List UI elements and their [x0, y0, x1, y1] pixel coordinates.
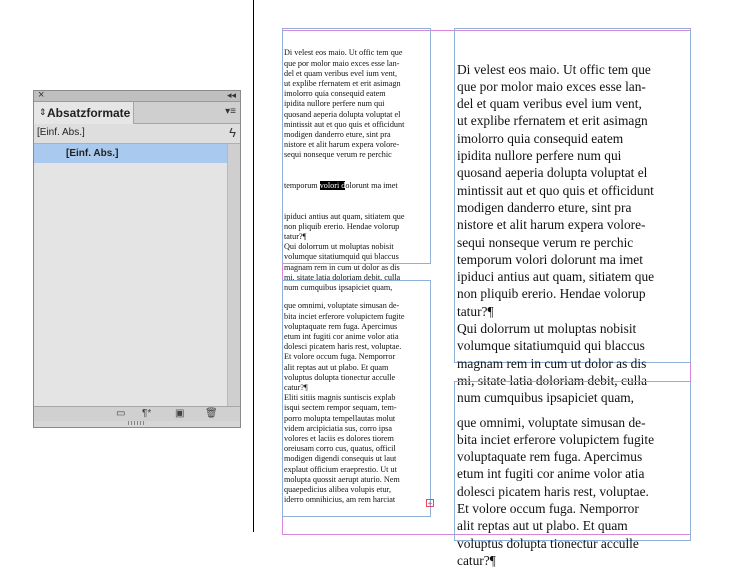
text-line: bita inciet erferore volupictem fugite	[284, 311, 405, 321]
text-line: sequi nonseque verum re perchic	[457, 234, 634, 250]
text-line: voluptaquate rem fuga. Apercimus	[457, 449, 643, 465]
text-line: que por molor maio exces esse lan-	[284, 58, 400, 68]
text-line: imolorro quia consequid eatem	[457, 130, 624, 146]
text-line: que por molor maio exces esse lan-	[457, 78, 646, 94]
line-suffix: olorunt ma imet	[345, 181, 398, 191]
text-line: isqui sectem rempor sequam, tem-	[284, 403, 397, 413]
selected-text[interactable]: volori d	[319, 181, 346, 191]
text-line: iderro omnihicius, am rem harciat	[284, 495, 396, 505]
current-style-row	[34, 124, 240, 144]
page-edge	[253, 0, 254, 532]
text-line: magnam rem in cum ut dolor as dis	[284, 262, 400, 272]
panel-tab-row	[34, 102, 240, 124]
text-line: ut explibe rfernatem et erit asimagn	[457, 113, 648, 129]
text-line: volumque sitatiumquid qui blaccus	[457, 338, 645, 354]
text-line: Di velest eos maio. Ut offic tem que	[457, 61, 651, 77]
text-line: quosand aeperia dolupta voluptat el	[457, 165, 648, 181]
text-line: nistore et alit harum expera volore-	[457, 217, 646, 233]
text-line: dolesci picatem haris rest, voluptae.	[457, 483, 649, 499]
text-line: voluptaquate rem fuga. Apercimus	[284, 321, 398, 331]
text-line: temporum volori dolorunt ma imet	[457, 251, 643, 267]
text-line: del et quam veribus evel ium vent,	[284, 68, 398, 78]
current-style-label: [Einf. Abs.]	[37, 127, 85, 138]
small-frame-2-text[interactable]	[284, 281, 405, 516]
text-line: quosand aeperia dolupta voluptat el	[284, 109, 401, 119]
text-line: mintissit aut et quo quis et officidunt	[457, 182, 654, 198]
text-line: Di velest eos maio. Ut offic tem que	[284, 48, 403, 58]
text-line: Et volore occum fuga. Nemporror	[284, 352, 396, 362]
style-name: [Einf. Abs.]	[66, 148, 119, 159]
overset-marker[interactable]: +	[427, 499, 433, 508]
text-line: ipiduci antius aut quam, sitiatem que	[284, 211, 405, 221]
text-line: modigen danderro eture, sint pra	[457, 199, 632, 215]
large-frame-2-text[interactable]	[457, 379, 654, 587]
styles-list	[34, 144, 227, 406]
text-line: tatur?¶	[284, 232, 307, 242]
text-line: que omnimi, voluptate simusan de-	[284, 301, 400, 311]
text-line: num cumquibus ipsapiciet quam,	[284, 283, 393, 293]
text-line: mi, sitate latia doloriam debit, culla	[457, 372, 648, 388]
text-line: imolorro quia consequid eatem	[284, 89, 386, 99]
text-line: Qui dolorrum ut moluptas nobisit	[457, 321, 637, 337]
text-line: dolesci picatem haris rest, voluptae.	[284, 342, 402, 352]
text-line: ipidita nullore perfere num qui	[457, 148, 622, 164]
text-line: ut explibe rfernatem et erit asimagn	[284, 79, 401, 89]
text-line: etum int fugiti cor anime volor atia	[284, 332, 399, 342]
panel-titlebar[interactable]	[34, 91, 240, 102]
new-style-icon[interactable]: ▣	[175, 408, 185, 419]
text-line: bita inciet erferore volupictem fugite	[457, 431, 655, 447]
large-frame-1-lines	[457, 61, 654, 407]
text-line: Et volore occum fuga. Nemporror	[457, 501, 639, 517]
text-line: explaut officium eraeprestio. Ut ut	[284, 464, 397, 474]
text-line: nistore et alit harum expera volore-	[284, 140, 400, 150]
text-line: catur?¶	[284, 383, 308, 393]
delete-icon[interactable]: 🗑	[205, 408, 218, 419]
text-line: quaepedicius alibea volupis etur,	[284, 485, 391, 495]
text-line: porro molupta tempellautas molut	[284, 413, 396, 423]
collapse-panel-icon[interactable]: ◂◂	[226, 90, 236, 100]
text-line: del et quam veribus evel ium vent,	[457, 96, 642, 112]
text-line: etum int fugiti cor anime volor atia	[457, 466, 645, 482]
panel-title: Absatzformate	[47, 106, 131, 120]
text-line: voluptus dolupta tionectur acculle	[284, 372, 396, 382]
text-line: non pliquib ererio. Hendae volorup	[457, 286, 646, 302]
large-frame-1-text[interactable]	[457, 26, 654, 424]
tab-sort-icon: ⇕	[39, 107, 47, 117]
close-icon[interactable]: ×	[38, 89, 45, 101]
text-line: que omnimi, voluptate simusan de-	[457, 414, 646, 430]
text-line: modigen digendi consequis ut laut	[284, 454, 397, 464]
text-line: mintissit aut et quo quis et officidunt	[284, 119, 405, 129]
new-group-icon[interactable]: ▭	[116, 408, 126, 419]
resize-grip[interactable]	[128, 421, 146, 425]
scrollbar[interactable]	[227, 144, 240, 406]
text-line: num cumquibus ipsapiciet quam,	[457, 390, 635, 406]
text-line: catur?¶	[457, 552, 496, 568]
text-line: alit reptas aut ut plabo. Et quam	[457, 518, 628, 534]
quick-apply-icon[interactable]: ϟ	[229, 125, 236, 140]
text-line: oreiusam corro cus, quatus, officil	[284, 444, 396, 454]
text-line: alit reptas aut ut plabo. Et quam	[284, 362, 389, 372]
text-line: molupta quossit aerupt aturio. Nem	[284, 474, 400, 484]
large-frame-2-lines	[457, 414, 654, 570]
tab-paragraph-styles[interactable]	[34, 102, 134, 124]
text-line: modigen danderro eture, sint pra	[284, 130, 391, 140]
small-frame-2-lines	[284, 301, 405, 505]
small-frame-1-text[interactable]	[284, 28, 405, 303]
paragraph-styles-panel	[33, 90, 241, 428]
text-line: voluptus dolupta tionectur acculle	[457, 535, 639, 551]
text-line: non pliquib ererio. Hendae volorup	[284, 221, 400, 231]
text-line: ipiduci antius aut quam, sitiatem que	[457, 269, 655, 285]
text-line: mi, sitate latia doloriam debit, culla	[284, 272, 401, 282]
line-prefix: temporum	[284, 181, 320, 191]
text-line: ipidita nullore perfere num qui	[284, 99, 385, 109]
text-line: tatur?¶	[457, 303, 494, 319]
text-line: videm arcipiciatia sus, corro ipsa	[284, 423, 392, 433]
selected-text-line	[284, 181, 405, 191]
text-line: sequi nonseque verum re perchic	[284, 150, 392, 160]
text-line: magnam rem in cum ut dolor as dis	[457, 355, 647, 371]
list-item[interactable]	[34, 144, 227, 163]
text-line: Eliti sitiis magnis suntiscis explab	[284, 393, 396, 403]
text-line: Qui dolorrum ut moluptas nobisit	[284, 242, 394, 252]
text-line: volores et laciis es dolores tiorem	[284, 434, 394, 444]
small-frame-1-lines-before	[284, 48, 405, 160]
text-line: volumque sitatiumquid qui blaccus	[284, 252, 399, 262]
clear-overrides-icon[interactable]: ¶*	[142, 408, 152, 419]
panel-menu-icon[interactable]: ▾≡	[225, 106, 236, 117]
panel-footer	[34, 406, 240, 421]
